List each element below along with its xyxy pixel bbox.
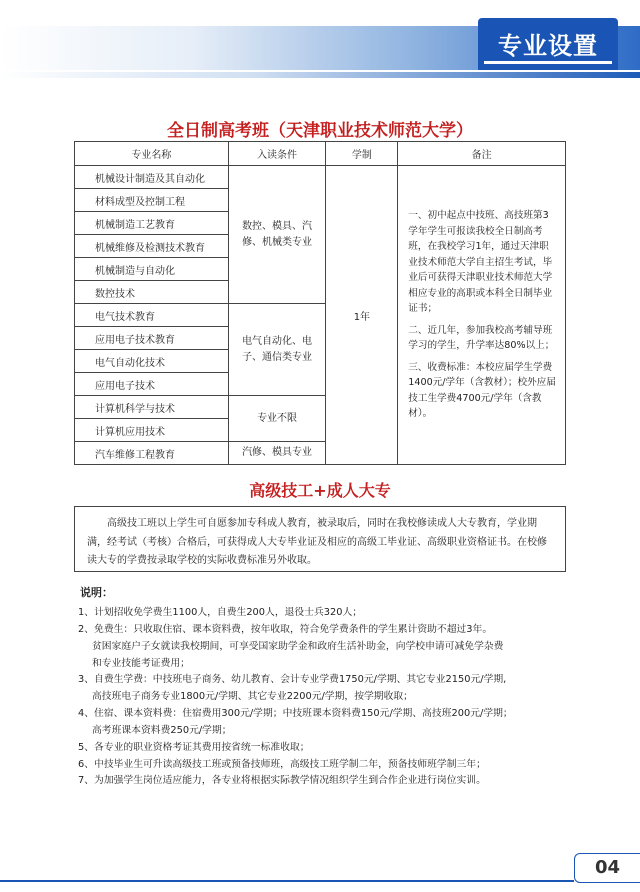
note-line: 贫困家庭户子女就读我校期间，可享受国家助学金和政府生活补助金，向学校申请可减免学杂费 bbox=[92, 640, 504, 652]
page-title-box bbox=[478, 18, 618, 70]
header-stripe bbox=[0, 72, 640, 78]
column-header: 专业名称 bbox=[75, 142, 229, 166]
footer-line bbox=[0, 880, 574, 882]
table-row bbox=[75, 166, 566, 189]
major-name: 计算机应用技术 bbox=[75, 419, 229, 442]
major-name: 电气自动化技术 bbox=[75, 350, 229, 373]
duration-cell: 1年 bbox=[326, 166, 398, 465]
entry-condition: 汽修、模具专业 bbox=[228, 442, 326, 465]
major-name: 汽车维修工程教育 bbox=[75, 442, 229, 465]
major-name: 机械制造与自动化 bbox=[75, 258, 229, 281]
major-name: 应用电子技术 bbox=[75, 373, 229, 396]
remark-paragraph: 二、近几年，参加我校高考辅导班学习的学生，升学率达80%以上； bbox=[408, 324, 555, 352]
entry-condition: 电气自动化、电子、通信类专业 bbox=[228, 304, 326, 396]
entry-condition: 专业不限 bbox=[228, 396, 326, 442]
note-line: 4、住宿、课本资料费：住宿费用300元/学期；中技班课本资料费150元/学期、高技班200元/学期； bbox=[78, 708, 513, 720]
major-name: 数控技术 bbox=[75, 281, 229, 304]
note-line: 高考班课本资料费250元/学期； bbox=[92, 724, 232, 736]
note-line: 高技班电子商务专业1800元/学期、其它专业2200元/学期，按学期收取； bbox=[92, 691, 413, 703]
page-number: 04 bbox=[594, 857, 621, 878]
page-number-box bbox=[574, 853, 640, 883]
note-line: 6、中技毕业生可升读高级技工班或预备技师班，高级技工班学制二年，预备技师班学制三年； bbox=[78, 758, 486, 770]
header-band bbox=[0, 18, 640, 76]
column-header: 备注 bbox=[398, 142, 566, 166]
note-line: 2、免费生：只收取住宿、课本资料费，按年收取，符合免学费条件的学生累计资助不超过3年。 bbox=[78, 623, 493, 635]
section-title-fulltime: 全日制高考班（天津职业技术师范大学） bbox=[167, 121, 473, 141]
major-name: 机械制造工艺教育 bbox=[75, 212, 229, 235]
remark-paragraph: 一、初中起点中技班、高技班第3学年学生可报读我校全日制高考班，在我校学习1年，通过天津职业技术师范大学自主招生考试，毕业后可获得天津职业技术师范大学相应专业的高职或本科全日制毕业证书； bbox=[408, 210, 553, 315]
page-title: 专业设置 bbox=[498, 32, 598, 60]
note-line: 7、为加强学生岗位适应能力，各专业将根据实际教学情况组织学生到合作企业进行岗位实训。 bbox=[78, 775, 486, 787]
entry-condition: 数控、模具、汽修、机械类专业 bbox=[228, 166, 326, 304]
major-name: 材料成型及控制工程 bbox=[75, 189, 229, 212]
remarks-cell bbox=[398, 166, 566, 465]
major-name: 计算机科学与技术 bbox=[75, 396, 229, 419]
notes-list bbox=[78, 605, 578, 790]
table-header-row bbox=[75, 142, 566, 166]
remark-paragraph: 三、收费标准：本校应届学生学费1400元/学年（含教材）；校外应届技工生学费4700元/学年（含教材）。 bbox=[408, 361, 556, 420]
column-header: 学制 bbox=[326, 142, 398, 166]
major-name: 应用电子技术教育 bbox=[75, 327, 229, 350]
column-header: 入读条件 bbox=[228, 142, 326, 166]
major-name: 机械设计制造及其自动化 bbox=[75, 166, 229, 189]
major-name: 机械维修及检测技术教育 bbox=[75, 235, 229, 258]
notes-title: 说明： bbox=[80, 586, 113, 599]
note-line: 1、计划招收免学费生1100人，自费生200人，退役士兵320人； bbox=[78, 607, 363, 618]
note-line: 3、自费生学费：中技班电子商务、幼儿教育、会计专业学费1750元/学期、其它专业2150元/学期, bbox=[78, 674, 507, 686]
majors-table bbox=[74, 141, 566, 465]
note-line: 5、各专业的职业资格考证其费用按省统一标准收取； bbox=[78, 741, 310, 753]
section-title-adult: 高级技工+成人大专 bbox=[249, 481, 391, 500]
adult-education-text: 高级技工班以上学生可自愿参加专科成人教育，被录取后，同时在我校修读成人大专教育，学业期满，经考试（考核）合格后，可获得成人大专毕业证及相应的高级工毕业证、高级职业资格证书。在校修读大专的学费按录取学校的实际收费标准另外收取。 bbox=[74, 506, 566, 572]
note-line: 和专业技能考证费用； bbox=[92, 657, 190, 669]
major-name: 电气技术教育 bbox=[75, 304, 229, 327]
